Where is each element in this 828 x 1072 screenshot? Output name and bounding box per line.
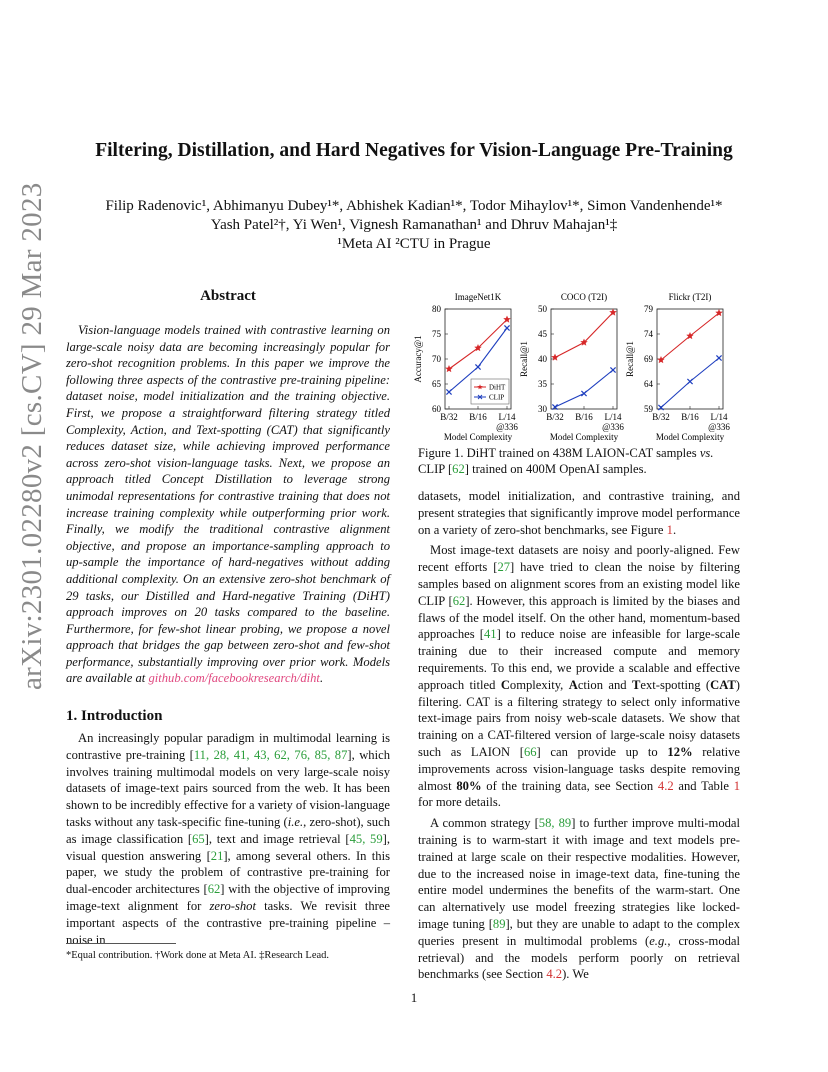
y-tick-label: 35	[538, 379, 547, 389]
abstract-heading: Abstract	[200, 288, 256, 304]
citation[interactable]: 62	[452, 462, 465, 476]
section-link[interactable]: 4.2	[657, 778, 674, 793]
y-tick-label: 74	[644, 329, 653, 339]
x-axis-label: Model Complexity	[549, 432, 619, 442]
x-tick-label: @336	[708, 422, 730, 432]
x-tick-label: @336	[602, 422, 624, 432]
y-axis-label: Recall@1	[625, 341, 635, 377]
section-link[interactable]: 4.2	[546, 967, 563, 982]
figure-caption: Figure 1. DiHT trained on 438M LAION-CAT samples vs. CLIP [62] trained on 400M OpenAI samples.	[418, 446, 714, 476]
footnote: *Equal contribution. †Work done at Meta AI. ‡Research Lead.	[66, 950, 330, 961]
plot-frame	[657, 309, 723, 409]
x-tick-label: L/14	[498, 412, 516, 422]
affiliations: ¹Meta AI ²CTU in Prague	[337, 236, 491, 252]
table-link[interactable]: 1	[733, 778, 740, 793]
series-line-clip	[661, 358, 719, 408]
citation[interactable]: 11, 28, 41, 43, 62, 76, 85, 87	[193, 747, 348, 762]
citation[interactable]: 58, 89	[538, 816, 572, 831]
paper-title: Filtering, Distillation, and Hard Negatives for Vision-Language Pre-Training	[95, 140, 733, 161]
y-axis-label: Recall@1	[519, 341, 529, 377]
citation[interactable]: 21	[210, 848, 224, 863]
y-tick-label: 65	[432, 379, 441, 389]
x-tick-label: B/32	[546, 412, 564, 422]
paragraph: A common strategy [58, 89] to further improve multi-modal training is to warm-start it with image and text models pre-trained at large scale on their respective modalities. However, due to the increased noise in image-text data, fine-tuning the entire model undermines the benefits of the warm-start. One can alternatively use model freezing strategies like locked-image tuning [89], but they are unable to adapt to the complex queries present in multimodal problems (e.g., cross-modal retrieval) and the models perform poorly on retrieval benchmarks (see Section 4.2). We	[418, 816, 741, 982]
x-tick-label: B/16	[575, 412, 593, 422]
chart-imagenet1k	[413, 292, 518, 442]
figure-link[interactable]: 1	[666, 522, 673, 537]
author-list-line1: Filip Radenovic¹, Abhimanyu Dubey¹*, Abhishek Kadian¹*, Todor Mihaylov¹*, Simon Vandenhende¹*	[105, 198, 723, 214]
citation[interactable]: 89	[492, 916, 506, 931]
citation[interactable]: 65	[192, 831, 205, 846]
arxiv-identifier: arXiv:2301.02280v2 [cs.CV] 29 Mar 2023	[16, 182, 48, 690]
legend-label: DiHT	[489, 383, 506, 392]
data-point-clip	[504, 325, 509, 330]
abstract-end: .	[319, 671, 324, 686]
y-tick-label: 59	[644, 404, 653, 414]
y-tick-label: 79	[644, 304, 653, 314]
page-number: 1	[410, 990, 418, 1005]
x-tick-label: B/32	[652, 412, 670, 422]
x-tick-label: @336	[496, 422, 518, 432]
y-tick-label: 80	[432, 304, 441, 314]
data-point-clip	[716, 355, 721, 360]
abstract-text	[66, 322, 390, 687]
section-heading-introduction: 1. Introduction	[66, 708, 163, 724]
y-tick-label: 60	[432, 404, 441, 414]
abstract-body: Vision-language models trained with contrastive learning on large-scale noisy data are becoming increasingly popular for zero-shot recognition problems. In this paper we improve the following three aspects of the contrastive pre-training pipeline: dataset noise, model initialization and the training objective. First, we propose a straightforward filtering strategy titled Complexity, Action, and Text-spotting (CAT) that significantly reduces dataset size, while achieving improved performance across zero-shot vision-language tasks. Next, we propose an approach titled Concept Distillation to leverage strong unimodal representations for contrastive training that does not increase training complexity while outperforming prior work. Finally, we modify the traditional contrastive alignment objective, and propose an importance-sampling approach to up-sample the importance of hard-negatives without adding additional complexity. On an extensive zero-shot benchmark of 29 tasks, our Distilled and Hard-negative Training (DiHT) approach improves on 20 tasks compared to the baseline. Furthermore, for few-shot linear probing, we propose a novel approach that bridges the gap between zero-shot and few-shot performance, substantially improving over prior work. Models are available at	[66, 323, 390, 686]
data-point-clip	[475, 364, 480, 369]
data-point-clip	[687, 379, 692, 384]
citation[interactable]: 45, 59	[349, 831, 383, 846]
citation[interactable]: 62	[207, 882, 221, 897]
y-axis-label: Accuracy@1	[413, 335, 423, 383]
legend-label: CLIP	[489, 393, 505, 402]
figure-1	[405, 285, 755, 445]
x-tick-label: L/14	[710, 412, 728, 422]
intro-paragraph: An increasingly popular paradigm in multimodal learning is contrastive pre-training [11, 28, 41, 43, 62, 76, 85, 87], which involves training multimodal models on very large-scale noisy datasets of image-text pairs sourced from the web. It has been shown to be incredibly effective for a variety of vision-language tasks without any task-specific fine-tuning (i.e., zero-shot), such as image classification [65], text and image retrieval [45, 59], visual question answering [21], among several others. In this paper, we study the problem of contrastive pre-training for dual-encoder architectures [62] with the objective of improving image-text alignment for zero-shot tasks. We revisit three important aspects of the contrastive pre-training pipeline – noise in	[66, 731, 391, 947]
citation[interactable]: 66	[523, 744, 537, 759]
author-list-line2: Yash Patel²†, Yi Wen¹, Vignesh Ramanathan¹ and Dhruv Mahajan¹‡	[210, 217, 618, 233]
chart-title: ImageNet1K	[454, 292, 502, 302]
chart-title: COCO (T2I)	[560, 292, 608, 302]
y-tick-label: 40	[538, 354, 547, 364]
series-line-diht	[555, 313, 613, 358]
y-tick-label: 70	[432, 354, 441, 364]
chart-title: Flickr (T2I)	[668, 292, 712, 302]
y-tick-label: 75	[432, 329, 441, 339]
chart-coco-t2i	[519, 292, 624, 442]
x-tick-label: B/16	[681, 412, 699, 422]
citation[interactable]: 27	[497, 560, 511, 575]
x-axis-label: Model Complexity	[443, 432, 513, 442]
y-tick-label: 50	[538, 304, 547, 314]
x-axis-label: Model Complexity	[655, 432, 725, 442]
data-point-clip	[610, 367, 615, 372]
y-tick-label: 30	[538, 404, 547, 414]
y-tick-label: 64	[644, 379, 653, 389]
footnote-rule	[66, 943, 176, 944]
paragraph: Most image-text datasets are noisy and poorly-aligned. Few recent efforts [27] have tried to clean the noise by filtering samples based on alignment scores from an existing model like CLIP [62]. However, this approach is limited by the biases and flaws of the model itself. On the other hand, momentum-based approaches [41] to reduce noise are infeasible for large-scale training due to their increased compute and memory requirements. To this end, we provide a scalable and effective approach titled Complexity, Action and Text-spotting (CAT) filtering. CAT is a filtering strategy to select only informative text-image pairs from noisy web-scale datasets. We show that training on a CAT-filtered version of large-scale noisy datasets such as LAION [66] can provide up to 12% relative improvements across vision-language tasks despite removing almost 80% of the training data, see Section 4.2 and Table 1 for more details.	[418, 543, 741, 810]
chart-flickr-t2i	[625, 292, 730, 442]
paragraph: datasets, model initialization, and contrastive training, and present strategies that significantly improve model performance on a variety of zero-shot benchmarks, see Figure 1.	[418, 489, 740, 537]
x-tick-label: B/32	[440, 412, 458, 422]
citation[interactable]: 62	[452, 593, 466, 608]
right-column-text	[418, 488, 740, 983]
y-tick-label: 69	[644, 354, 653, 364]
x-tick-label: B/16	[469, 412, 487, 422]
x-tick-label: L/14	[604, 412, 622, 422]
citation[interactable]: 41	[483, 627, 497, 642]
series-line-clip	[555, 370, 613, 407]
data-point-clip	[446, 389, 451, 394]
data-point-diht	[552, 354, 559, 361]
github-link[interactable]: github.com/facebookresearch/diht	[148, 671, 320, 686]
data-point-diht	[446, 365, 453, 372]
data-point-clip	[581, 391, 586, 396]
y-tick-label: 45	[538, 329, 547, 339]
